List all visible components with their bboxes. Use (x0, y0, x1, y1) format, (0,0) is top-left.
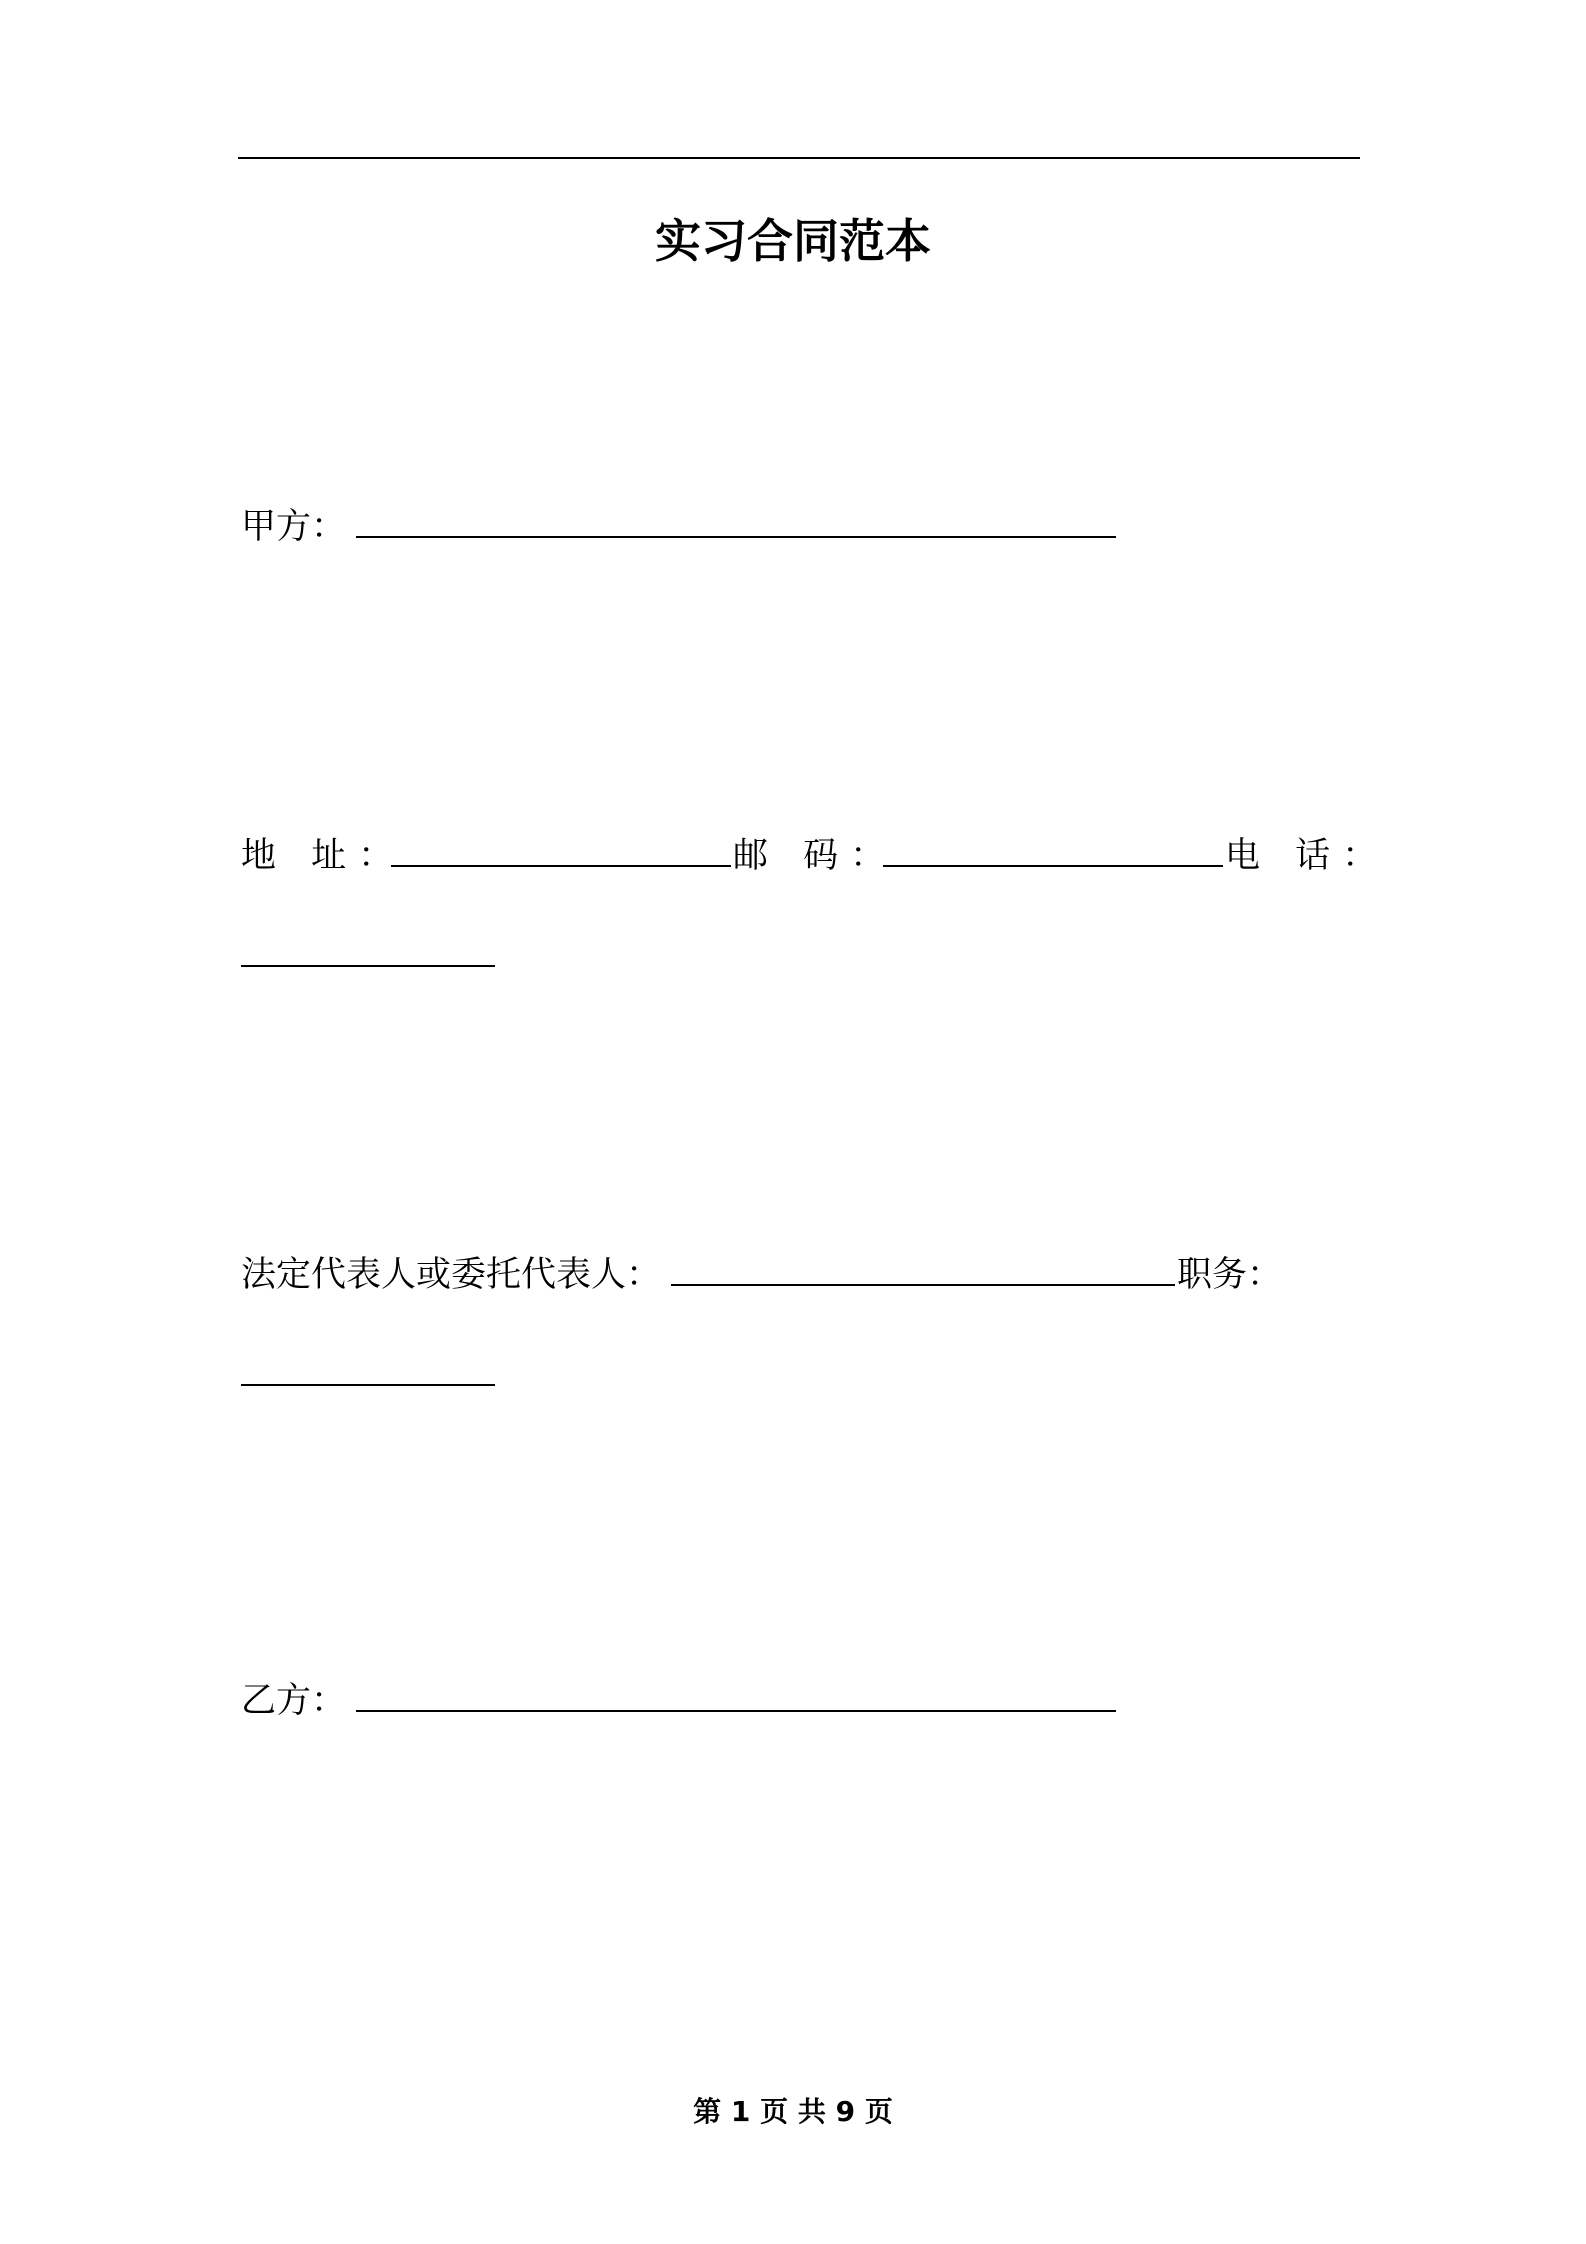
phone-blank[interactable] (241, 961, 495, 967)
postcode-blank[interactable] (883, 861, 1223, 867)
address-label: 地 址： (241, 836, 406, 876)
phone-line (241, 935, 495, 977)
party-a-blank[interactable] (356, 532, 1116, 538)
representative-line (241, 1254, 1282, 1296)
page-footer: 第 1 页 共 9 页 (693, 2095, 893, 2128)
document-title: 实习合同范本 (655, 214, 931, 268)
position-label: 职务： (1177, 1255, 1283, 1295)
party-a-line (241, 506, 1116, 548)
address-blank[interactable] (391, 861, 731, 867)
postcode-label: 邮 码： (733, 836, 898, 876)
phone-label: 电 话： (1225, 836, 1390, 876)
party-b-line (241, 1680, 1116, 1722)
header-rule (238, 157, 1360, 159)
position-line (241, 1354, 495, 1396)
position-blank[interactable] (241, 1380, 495, 1386)
party-a-label: 甲方： (241, 507, 347, 547)
representative-blank[interactable] (671, 1280, 1175, 1286)
representative-label: 法定代表人或委托代表人： (241, 1255, 662, 1295)
party-b-label: 乙方： (241, 1681, 347, 1721)
contact-line (241, 835, 1389, 877)
party-b-blank[interactable] (356, 1706, 1116, 1712)
